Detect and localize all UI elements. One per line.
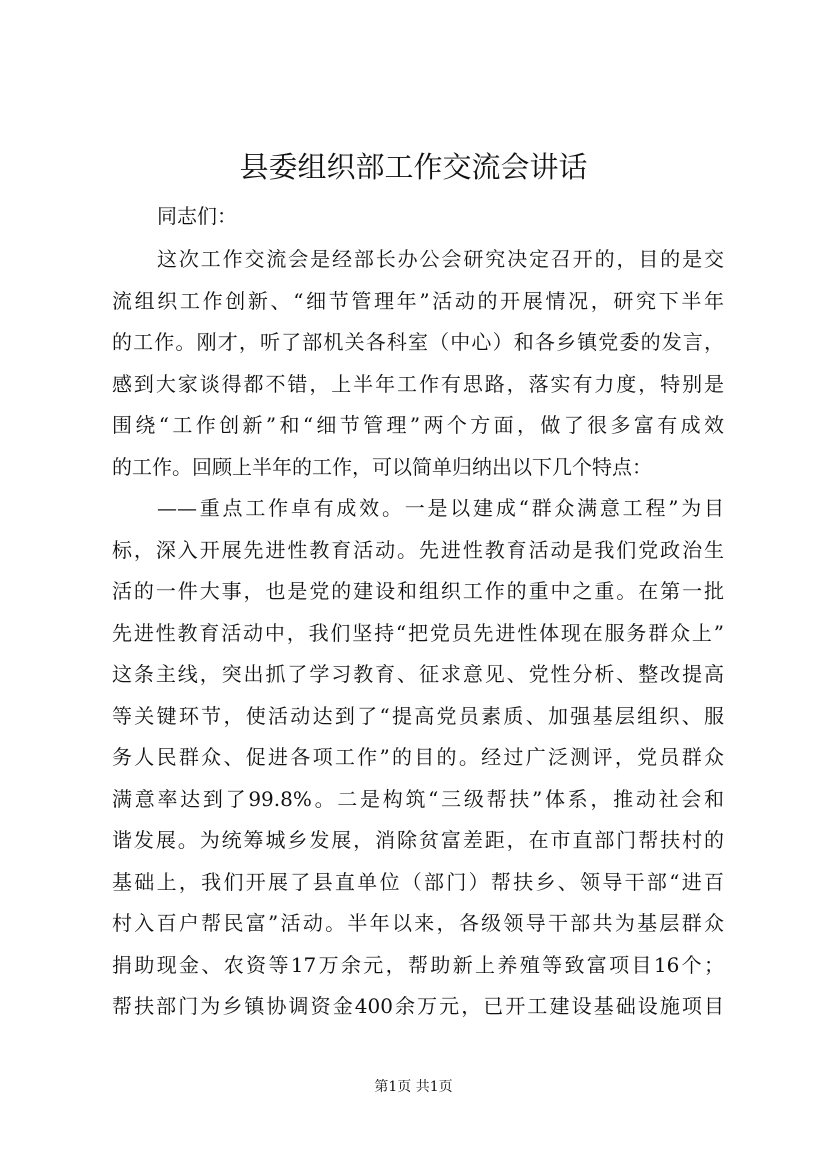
body-line: 村入百户帮民富”活动。半年以来，各级领导干部共为基层群众: [112, 911, 724, 935]
body-line: 这条主线，突出抓了学习教育、征求意见、党性分析、整改提高: [112, 662, 724, 686]
greeting: 同志们：: [157, 204, 237, 228]
body-line: 先进性教育活动中，我们坚持“把党员先进性体现在服务群众上”: [112, 620, 724, 645]
body-line: 等关键环节，使活动达到了“提高党员素质、加强基层组织、服: [112, 703, 724, 728]
body-line: 的工作。刚才，听了部机关各科室（中心）和各乡镇党委的发言，: [112, 330, 724, 354]
body-line: 的工作。回顾上半年的工作，可以简单归纳出以下几个特点：: [112, 454, 652, 479]
body-line: 围绕“工作创新”和“细节管理”两个方面，做了很多富有成效: [112, 413, 724, 437]
document-title: 县委组织部工作交流会讲话: [239, 150, 588, 184]
body-line: 流组织工作创新、“细节管理年”活动的开展情况，研究下半年: [112, 288, 724, 313]
body-line: 务人民群众、促进各项工作”的目的。经过广泛测评，党员群众: [112, 745, 724, 769]
body-line: 谐发展。为统筹城乡发展，消除贫富差距，在市直部门帮扶村的: [112, 828, 724, 852]
body-line: 感到大家谈得都不错，上半年工作有思路，落实有力度，特别是: [112, 371, 724, 396]
body-line: 满意率达到了99.8%。二是构筑“三级帮扶”体系，推动社会和: [112, 786, 724, 811]
body-line: ——重点工作卓有成效。一是以建成“群众满意工程”为目: [157, 496, 724, 520]
document-body: [112, 239, 724, 1028]
page-number-footer: 第1页 共1页: [374, 1079, 453, 1095]
body-line: 活的一件大事，也是党的建设和组织工作的重中之重。在第一批: [112, 579, 724, 603]
body-line: 这次工作交流会是经部长办公会研究决定召开的，目的是交: [157, 247, 724, 271]
body-line: 标，深入开展先进性教育活动。先进性教育活动是我们党政治生: [112, 537, 724, 562]
body-line: 帮扶部门为乡镇协调资金400余万元，已开工建设基础设施项目: [112, 994, 724, 1018]
body-line: 捐助现金、农资等17万余元，帮助新上养殖等致富项目16个；: [112, 952, 724, 977]
body-line: 基础上，我们开展了县直单位（部门）帮扶乡、领导干部“进百: [112, 869, 724, 894]
